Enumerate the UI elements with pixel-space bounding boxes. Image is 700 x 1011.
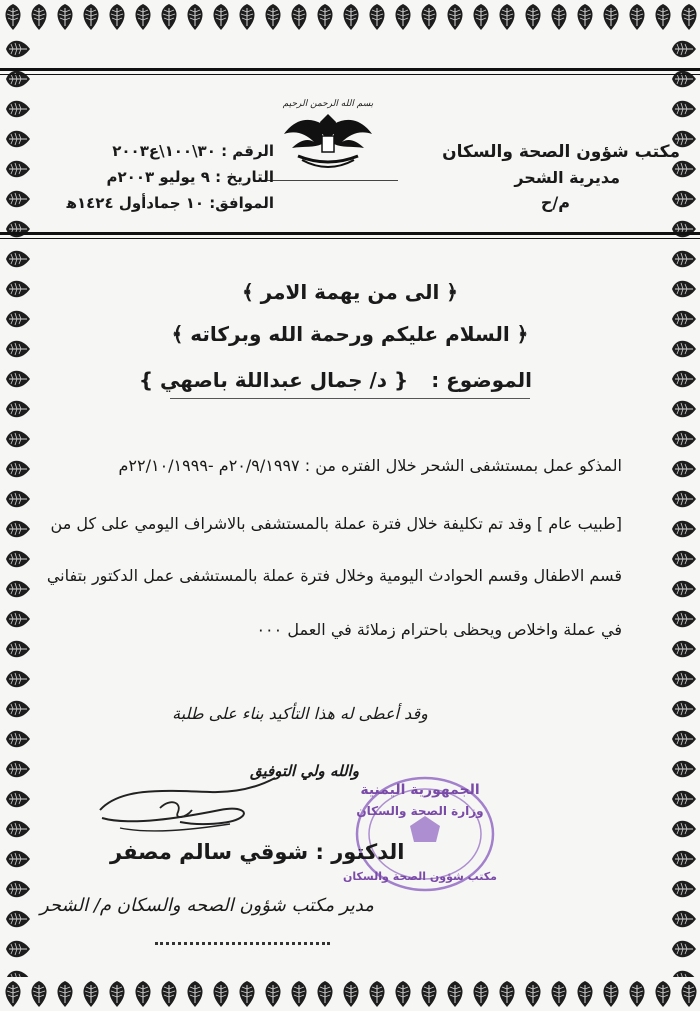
date-hijri: الموافق: ١٠ جمادأول ١٤٢٤ﻫ [66, 194, 274, 212]
ornamental-border-bottom [0, 977, 700, 1011]
date-gregorian: التاريخ : ٩ يوليو ٢٠٠٣م [106, 168, 274, 186]
body-line-1: المذكو عمل بمستشفى الشحر خلال الفتره من : ٢٠/٩/١٩٩٧م -٢٢/١٠/١٩٩٩م [118, 456, 622, 475]
closing-text: وقد أعطى له هذا التأكيد بناء على طلبة [172, 704, 428, 723]
header-office-block [380, 140, 680, 215]
subject-label: الموضوع : [431, 368, 532, 392]
header-rule-top [0, 68, 700, 71]
office-name: مكتب شؤون الصحة والسكان [442, 142, 680, 162]
body-line-3: قسم الاطفال وقسم الحوادث اليومية وخلال فترة عملة بالمستشفى عمل الدكتور بتفاني [46, 566, 622, 585]
emblem-underline [258, 180, 398, 181]
subject-underline [170, 398, 530, 399]
dotted-line [155, 942, 330, 945]
header-ref-block [34, 138, 274, 216]
signatory-name: الدكتور : شوقي سالم مصفر [110, 840, 405, 864]
directorate-name: مديرية الشحر [514, 168, 620, 187]
header-rule-bottom [0, 232, 700, 235]
yemen-eagle-emblem [278, 90, 378, 180]
stamp-text-ministry: وزارة الصحة والسكان [356, 804, 484, 818]
regards-text: والله ولي التوفيق [250, 762, 359, 780]
body-line-2: [طبيب عام ] وقد تم تكليفة خلال فترة عملة بالمستشفى بالاشراف اليومي على كل من [50, 514, 622, 533]
header-rule-bottom-thin [0, 238, 700, 239]
ornamental-border-left [0, 34, 34, 977]
stamp-text-office: مكتب شؤون الصحة والسكان [343, 870, 497, 883]
official-stamp [340, 770, 500, 900]
handwritten-signature [90, 768, 280, 838]
stamp-text-republic: الجمهورية اليمنية [360, 782, 480, 798]
addressee-line: ﴿ الى من يهمة الامر ﴾ [241, 280, 459, 304]
subject-value: { د/ جمال عبداللة باصهي } [138, 368, 409, 392]
ref-number: الرقم : ٣٠\١٠٠\ع٢٠٠٣ [112, 142, 274, 160]
salutation-line: ﴿ السلام عليكم ورحمة الله وبركاته ﴾ [171, 322, 529, 346]
subject-line [139, 368, 532, 392]
signatory-title: مدير مكتب شؤون الصحه والسكان م/ الشحر [40, 895, 374, 916]
basmala-text: بسم الله الرحمن الرحيم [282, 99, 374, 109]
header-rule-top-thin [0, 74, 700, 75]
office-abbr: م/ح [540, 193, 570, 212]
body-line-4: في عملة واخلاص ويحظى باحترام زملائة في العمل ٠٠٠ [256, 620, 622, 639]
ornamental-border-top [0, 0, 700, 34]
